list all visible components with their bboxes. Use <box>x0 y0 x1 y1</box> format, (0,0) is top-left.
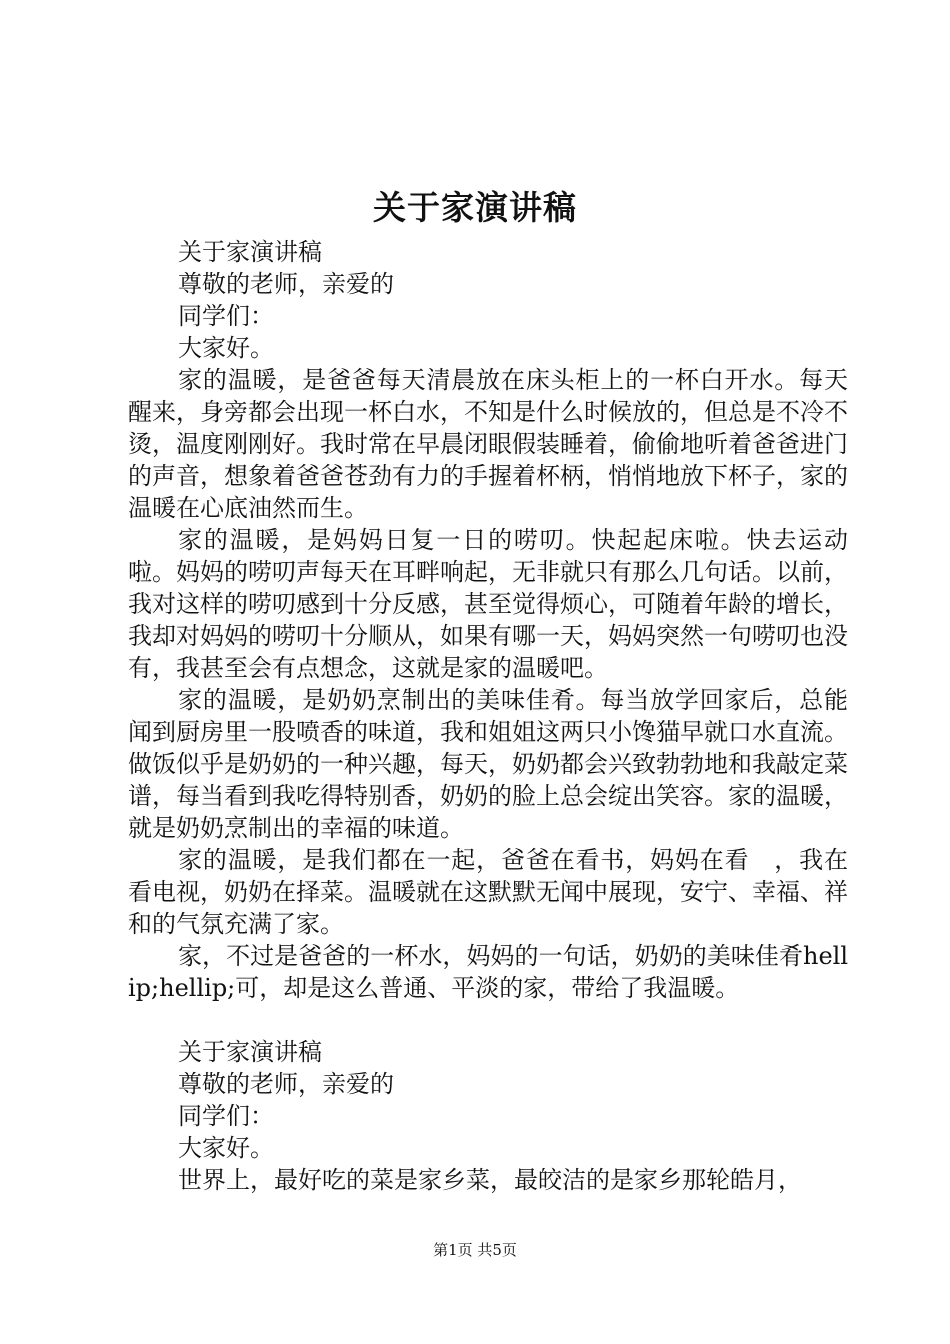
page-number-footer: 第1页 共5页 <box>433 1241 517 1259</box>
paragraph-mother: 家的温暖，是妈妈日复一日的唠叨。快起起床啦。快去运动啦。妈妈的唠叨声每天在耳畔响起，无非就只有那么几句话。以前，我对这样的唠叨感到十分反感，甚至觉得烦心，可随着年龄的增长，我却对妈妈的唠叨十分顺从，如果有哪一天，妈妈突然一句唠叨也没有，我甚至会有点想念，这就是家的温暖吧。 <box>128 526 848 682</box>
document-body <box>128 236 848 1196</box>
second-section-heading: 关于家演讲稿 <box>178 1038 322 1066</box>
paragraph-salutation-continued: 同学们： <box>178 302 274 330</box>
page-title: 关于家演讲稿 <box>373 188 577 227</box>
paragraph-grandmother: 家的温暖，是奶奶烹制出的美味佳肴。每当放学回家后，总能闻到厨房里一股喷香的味道，我和姐姐这两只小馋猫早就口水直流。做饭似乎是奶奶的一种兴趣，每天，奶奶都会兴致勃勃地和我敲定菜谱，每当看到我吃得特别香，奶奶的脸上总会绽出笑容。家的温暖，就是奶奶烹制出的幸福的味道。 <box>128 686 848 842</box>
second-section-opening: 世界上，最好吃的菜是家乡菜，最皎洁的是家乡那轮皓月， <box>178 1166 802 1194</box>
paragraph-conclusion: 家，不过是爸爸的一杯水，妈妈的一句话，奶奶的美味佳肴hellip;hellip;可，却是这么普通、平淡的家，带给了我温暖。 <box>128 942 848 1002</box>
paragraph-greeting: 大家好。 <box>178 334 274 362</box>
paragraph-father: 家的温暖，是爸爸每天清晨放在床头柜上的一杯白开水。每天醒来，身旁都会出现一杯白水，不知是什么时候放的，但总是不冷不烫，温度刚刚好。我时常在早晨闭眼假装睡着，偷偷地听着爸爸进门的声音，想象着爸爸苍劲有力的手握着杯柄，悄悄地放下杯子，家的温暖在心底油然而生。 <box>128 366 848 522</box>
paragraph-salutation: 尊敬的老师，亲爱的 <box>178 270 394 298</box>
second-section-greeting: 大家好。 <box>178 1134 274 1162</box>
second-section-salutation-continued: 同学们： <box>178 1102 274 1130</box>
paragraph-heading: 关于家演讲稿 <box>178 238 322 266</box>
paragraph-together: 家的温暖，是我们都在一起，爸爸在看书，妈妈在看 ，我在看电视，奶奶在择菜。温暖就在这默默无闻中展现，安宁、幸福、祥和的气氛充满了家。 <box>128 846 848 938</box>
second-section-salutation: 尊敬的老师，亲爱的 <box>178 1070 394 1098</box>
